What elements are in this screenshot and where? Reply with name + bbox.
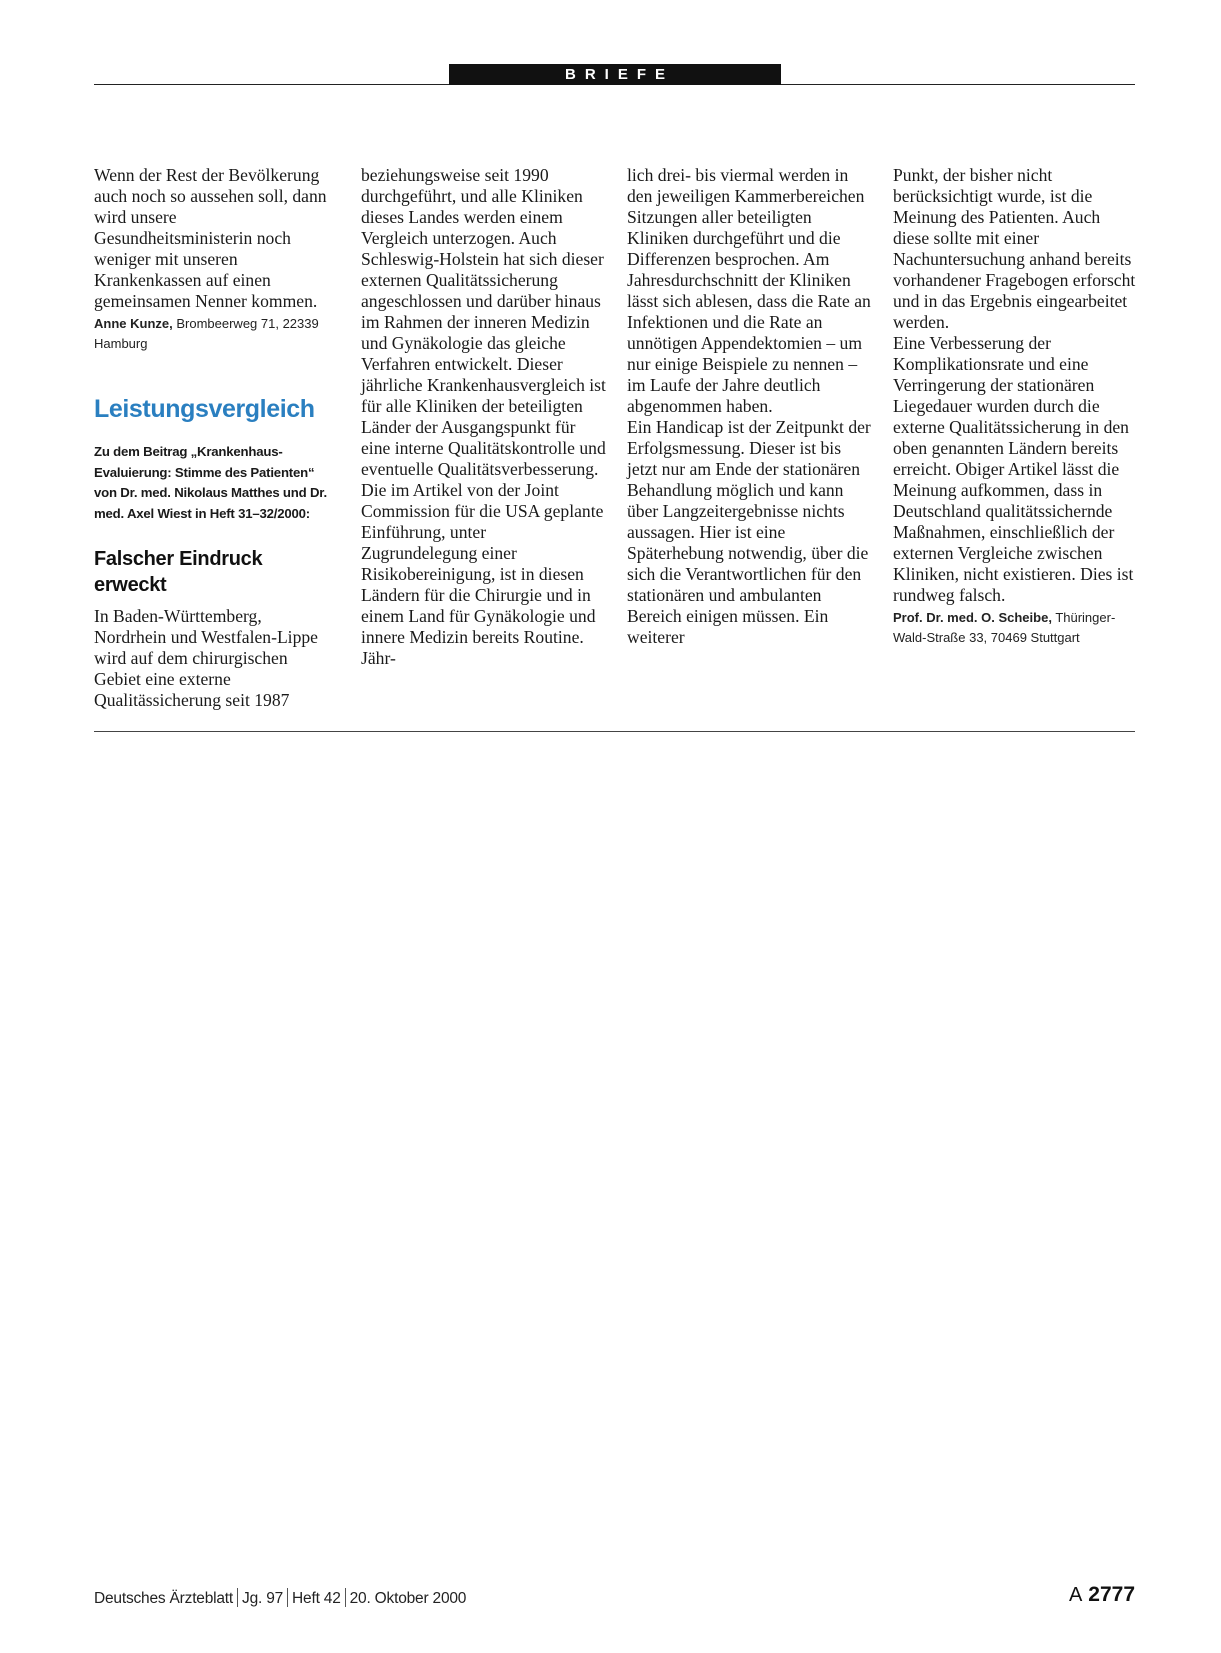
page-footer [94,1588,466,1608]
column-4 [893,165,1138,648]
volume: Jg. 97 [242,1590,284,1607]
letter-text: Wenn der Rest der Bevölkerung auch noch so aussehen soll, dann wird unsere Gesundheitsministerin noch weniger mit unseren Krankenkassen auf einen gemeinsamen Nenner kommen. [94,165,327,311]
column-1 [94,165,334,711]
signature-name: Prof. Dr. med. O. Scheibe, [893,610,1052,625]
page-number-value: 2777 [1088,1583,1135,1606]
column-3 [627,165,872,648]
footer-separator [345,1588,346,1607]
paragraph: Eine Verbesserung der Komplikationsrate und eine Verringerung der stationären Liegedauer wurden durch die externe Qualitätssicherung in den oben genannten Ländern bereits erreicht. Obiger Artikel lässt die Meinung aufkommen, dass in Deutschland qualitätssichernde Maßnahmen, einschließlich der externen Vergleiche zwischen Kliniken, nicht existieren. Dies ist rundweg falsch. [893,333,1134,605]
signature-name: Anne Kunze, [94,316,173,331]
issue: Heft 42 [292,1590,341,1607]
signature-address: Thüringer-Wald-Straße 33, 70469 Stuttgart [893,610,1116,645]
letter-headline: Falscher Eindruck erweckt [94,548,263,596]
paragraph: lich drei- bis viermal werden in den jeweiligen Kammerbereichen Sitzungen aller beteiligten Kliniken durchgeführt und die Differenzen besprochen. Am Jahresdurchschnitt der Kliniken lässt sich ablesen, dass die Rate an Infektionen und die Rate an unnötigen Appendektomien – um nur einige Beispiele zu nennen – im Laufe der Jahre deutlich abgenommen haben. [627,165,871,416]
page-prefix: A [1068,1584,1083,1606]
letter-body: In Baden-Württemberg, Nordrhein und Westfalen-Lippe wird auf dem chirurgischen Gebiet eine externe Qualitässicherung seit 1987 [94,606,318,710]
journal-name: Deutsches Ärzteblatt [94,1590,234,1607]
paragraph: Punkt, der bisher nicht berücksichtigt wurde, ist die Meinung des Patienten. Auch diese sollte mit einer Nachuntersuchung anhand bereits vorhandener Fragebogen erforscht und in das Ergebnis eingearbeitet werden. [893,165,1136,332]
letter-signature [893,608,1138,648]
footer-separator [237,1588,238,1607]
page-number [1069,1583,1135,1607]
issue-date: 20. Oktober 2000 [349,1590,467,1607]
signature-address: Brombeerweg 71, 22339 Hamburg [94,316,319,351]
paragraph: Ein Handicap ist der Zeitpunkt der Erfolgsmessung. Dieser ist bis jetzt nur am Ende der stationären Behandlung möglich und kann über Langzeitergebnisse nichts aussagen. Hier ist eine Späterhebung notwendig, über die sich die Verantwortlichen für den stationären und ambulanten Bereich einigen müssen. Ein weiterer [627,417,871,647]
footer-separator [287,1588,288,1607]
section-header-label: BRIEFE [449,64,781,85]
section-title: Leistungsvergleich [94,395,315,423]
letter-signature [94,314,334,354]
letter-body-continued: beziehungsweise seit 1990 durchgeführt, und alle Kliniken dieses Landes werden einem Vergleich unterzogen. Auch Schleswig-Holstein hat sich dieser externen Qualitätssicherung angeschlossen und darüber hinaus im Rahmen der inneren Medizin und Gynäkologie das gleiche Verfahren entwickelt. Dieser jährliche Krankenhausvergleich ist für alle Kliniken der beteiligten Länder der Ausgangspunkt für eine interne Qualitätskontrolle und eventuelle Qualitätsverbesserung. Die im Artikel von der Joint Commission für die USA geplante Einführung, unter Zugrundelegung einer Risikobereinigung, ist in diesen Ländern für die Chirurgie und in einem Land für Gynäkologie und innere Medizin bereits Routine. Jähr- [361,165,606,668]
column-2 [361,165,606,669]
article-reference-intro: Zu dem Beitrag „Krankenhaus-Evaluierung: Stimme des Patienten“ von Dr. med. Nikolaus Matthes und Dr. med. Axel Wiest in Heft 31–32/2000: [94,444,327,521]
content-bottom-rule [94,731,1135,732]
